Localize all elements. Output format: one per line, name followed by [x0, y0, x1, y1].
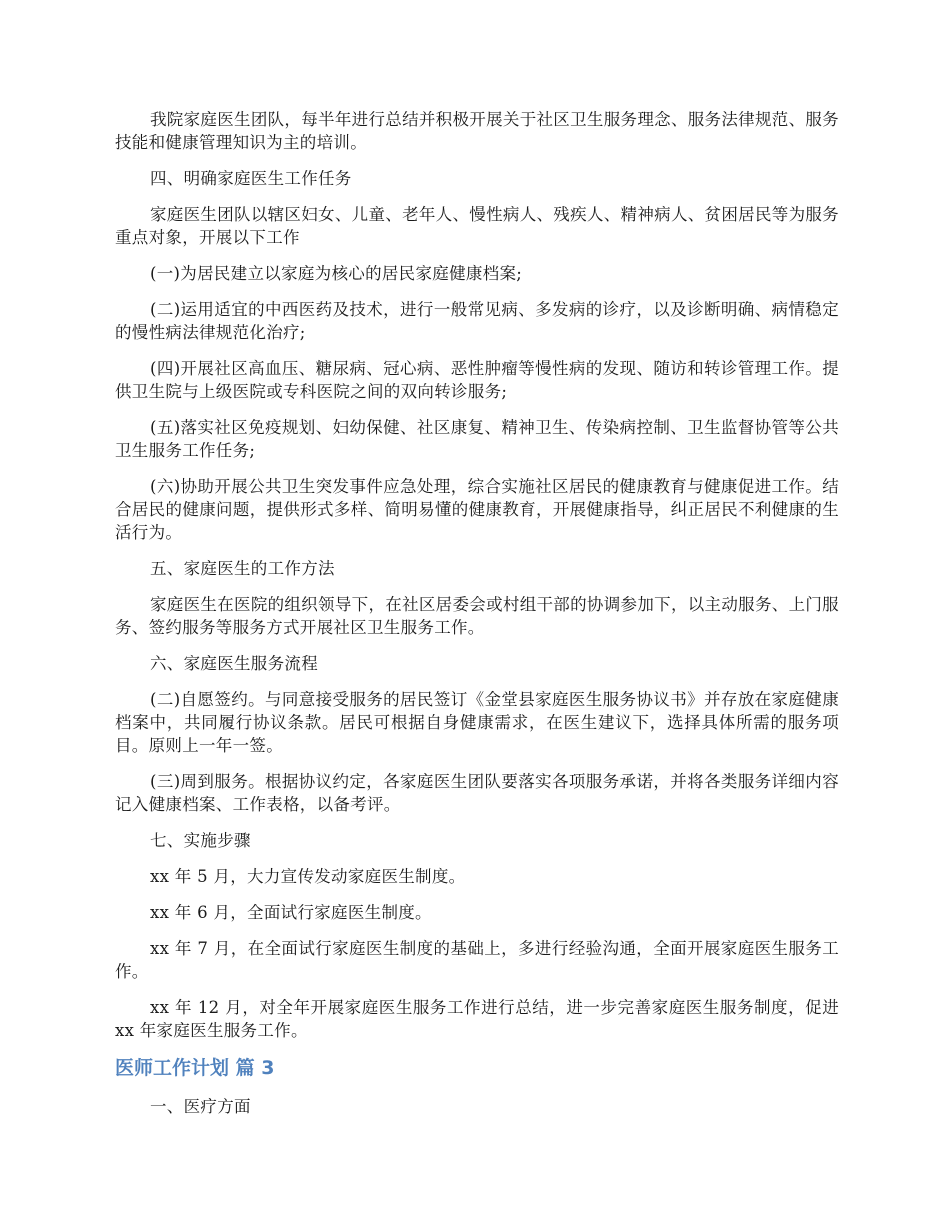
section-subheading: 四、明确家庭医生工作任务 — [150, 169, 352, 188]
document-page — [115, 108, 839, 1131]
list-item: (二)运用适宜的中西医药及技术，进行一般常见病、多发病的诊疗，以及诊断明确、病情稳定的慢性病法律规范化治疗; — [115, 300, 839, 342]
list-item: (一)为居民建立以家庭为核心的居民家庭健康档案; — [150, 264, 523, 283]
list-item: (六)协助开展公共卫生突发事件应急处理，综合实施社区居民的健康教育与健康促进工作。结合居民的健康问题，提供形式多样、简明易懂的健康教育，开展健康指导，纠正居民不利健康的生活行为。 — [115, 477, 839, 542]
paragraph: 我院家庭医生团队，每半年进行总结并积极开展关于社区卫生服务理念、服务法律规范、服务技能和健康管理知识为主的培训。 — [115, 110, 839, 152]
section-heading: 医师工作计划 篇 3 — [115, 1057, 275, 1079]
list-item: (五)落实社区免疫规划、妇幼保健、社区康复、精神卫生、传染病控制、卫生监督协管等公共卫生服务工作任务; — [115, 418, 839, 460]
section-subheading: 六、家庭医生服务流程 — [150, 654, 318, 673]
list-item: (三)周到服务。根据协议约定，各家庭医生团队要落实各项服务承诺，并将各类服务详细内容记入健康档案、工作表格，以备考评。 — [115, 772, 839, 814]
timeline-item: xx 年 12 月，对全年开展家庭医生服务工作进行总结，进一步完善家庭医生服务制度，促进 xx 年家庭医生服务工作。 — [115, 998, 839, 1040]
paragraph: 家庭医生团队以辖区妇女、儿童、老年人、慢性病人、残疾人、精神病人、贫困居民等为服务重点对象，开展以下工作 — [115, 205, 839, 247]
paragraph: 家庭医生在医院的组织领导下，在社区居委会或村组干部的协调参加下，以主动服务、上门服务、签约服务等服务方式开展社区卫生服务工作。 — [115, 595, 839, 637]
list-item: (二)自愿签约。与同意接受服务的居民签订《金堂县家庭医生服务协议书》并存放在家庭健康档案中，共同履行协议条款。居民可根据自身健康需求，在医生建议下，选择具体所需的服务项目。原则上一年一签。 — [115, 690, 839, 755]
timeline-item: xx 年 5 月，大力宣传发动家庭医生制度。 — [150, 867, 466, 886]
section-subheading: 五、家庭医生的工作方法 — [150, 559, 335, 578]
section-subheading: 一、医疗方面 — [150, 1097, 251, 1116]
list-item: (四)开展社区高血压、糖尿病、冠心病、恶性肿瘤等慢性病的发现、随访和转诊管理工作。提供卫生院与上级医院或专科医院之间的双向转诊服务; — [115, 359, 839, 401]
timeline-item: xx 年 7 月，在全面试行家庭医生制度的基础上，多进行经验沟通，全面开展家庭医生服务工作。 — [115, 939, 839, 981]
section-subheading: 七、实施步骤 — [150, 831, 251, 850]
timeline-item: xx 年 6 月，全面试行家庭医生制度。 — [150, 903, 432, 922]
